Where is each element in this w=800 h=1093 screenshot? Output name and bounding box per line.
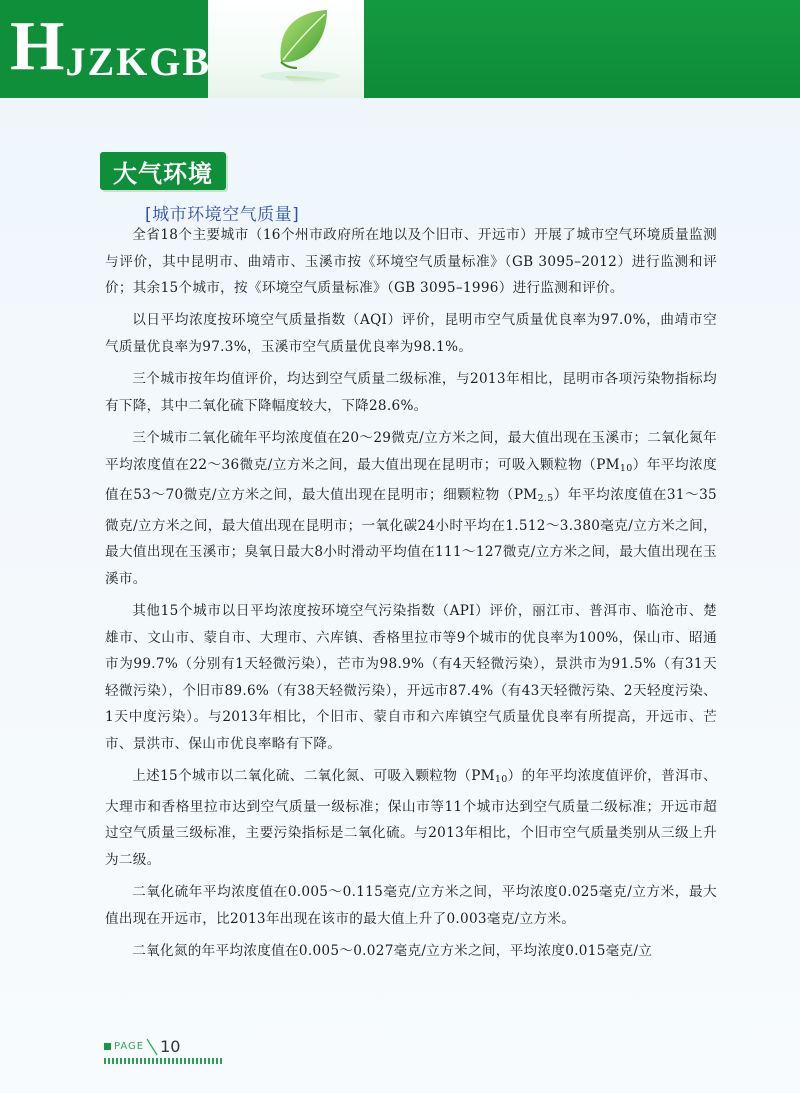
logo-initial: H: [10, 8, 66, 85]
header-green-band: [364, 0, 800, 98]
paragraph: 二氧化氮的年平均浓度值在0.005～0.027毫克/立方米之间，平均浓度0.015毫克/立: [132, 943, 653, 959]
paragraph: 全省18个主要城市（16个州市政府所在地以及个旧市、开远市）开展了城市空气环境质量监测与评价，其中昆明市、曲靖市、玉溪市按《环境空气质量标准》（GB 3095–2012）进行监测和评价；其余15个城市，按《环境空气质量标准》（GB 3095–1996）进行监测和评价。: [105, 227, 717, 297]
slash-icon: [146, 1038, 158, 1056]
logo: [10, 8, 212, 85]
paragraph: [105, 425, 717, 593]
paragraph: [105, 763, 717, 873]
subsection-title: [城市环境空气质量]: [145, 205, 300, 225]
page-word: PAGE: [114, 1041, 145, 1052]
subscript: 10: [494, 774, 508, 786]
paragraph: 以日平均浓度按环境空气质量指数（AQI）评价，昆明市空气质量优良率为97.0%，曲靖市空气质量优良率为97.3%，玉溪市空气质量优良率为98.1%。: [105, 312, 717, 355]
subscript: 10: [619, 462, 633, 474]
paragraph: 三个城市按年均值评价，均达到空气质量二级标准，与2013年相比，昆明市各项污染物指标均有下降，其中二氧化硫下降幅度较大，下降28.6%。: [105, 371, 717, 414]
paragraph-text: 三个城市二氧化硫年平均浓度值在20～29微克/立方米之间，最大值出现在玉溪市；二氧化氮年平均浓度值在22～36微克/立方米之间，最大值出现在昆明市；可吸入颗粒物（PM: [105, 429, 717, 473]
logo-letters: JZKGB: [65, 39, 212, 84]
paragraph-text: ）年平均浓度值在31～35微克/立方米之间，最大值出现在昆明市；一氧化碳24小时平均在1.512～3.380毫克/立方米之间，最大值出现在玉溪市；臭氧日最大8小时滑动平均值在111～127微克/立方米之间，最大值出现在玉溪市。: [105, 487, 717, 587]
page-number: 10: [160, 1037, 181, 1056]
paragraph: 二氧化硫年平均浓度值在0.005～0.115毫克/立方米之间，平均浓度0.025毫克/立方米，最大值出现在开远市，比2013年出现在该市的最大值上升了0.003毫克/立方米。: [105, 884, 717, 927]
body-text: [105, 222, 717, 970]
paragraph: 其他15个城市以日平均浓度按环境空气污染指数（API）评价，丽江市、普洱市、临沧市、楚雄市、文山市、蒙自市、大理市、六库镇、香格里拉市等9个城市的优良率为100%，保山市、昭通市为99.7%（分别有1天轻微污染），芒市为98.9%（有4天轻微污染），景洪市为91.5%（有31天轻微污染），个旧市89.6%（有38天轻微污染），开远市87.4%（有43天轻微污染、2天轻度污染、1天中度污染）。与2013年相比，个旧市、蒙自市和六库镇空气质量优良率有所提高，开远市、芒市、景洪市、保山市优良率略有下降。: [105, 603, 717, 753]
footer-stripe: [104, 1058, 224, 1064]
section-tag: [100, 152, 226, 190]
leaf-icon: [255, 4, 345, 96]
subscript: 2.5: [537, 493, 554, 505]
square-icon: [104, 1043, 111, 1050]
page-header: [0, 0, 800, 98]
section-title: 大气环境: [113, 159, 213, 188]
paragraph-text: ）的年平均浓度值评价，普洱市、大理市和香格里拉市达到空气质量一级标准；保山市等11个城市达到空气质量二级标准；开远市超过空气质量三级标准，主要污染指标是二氧化硫。与2013年相比，个旧市空气质量类别从三级上升为二级。: [105, 768, 718, 869]
paragraph-text: 上述15个城市以二氧化硫、二氧化氮、可吸入颗粒物（PM: [132, 768, 495, 785]
page-footer: [104, 1037, 180, 1056]
paragraph-text: ）年平均浓度值在53～70微克/立方米之间，最大值出现在昆明市；细颗粒物（PM: [105, 456, 717, 504]
